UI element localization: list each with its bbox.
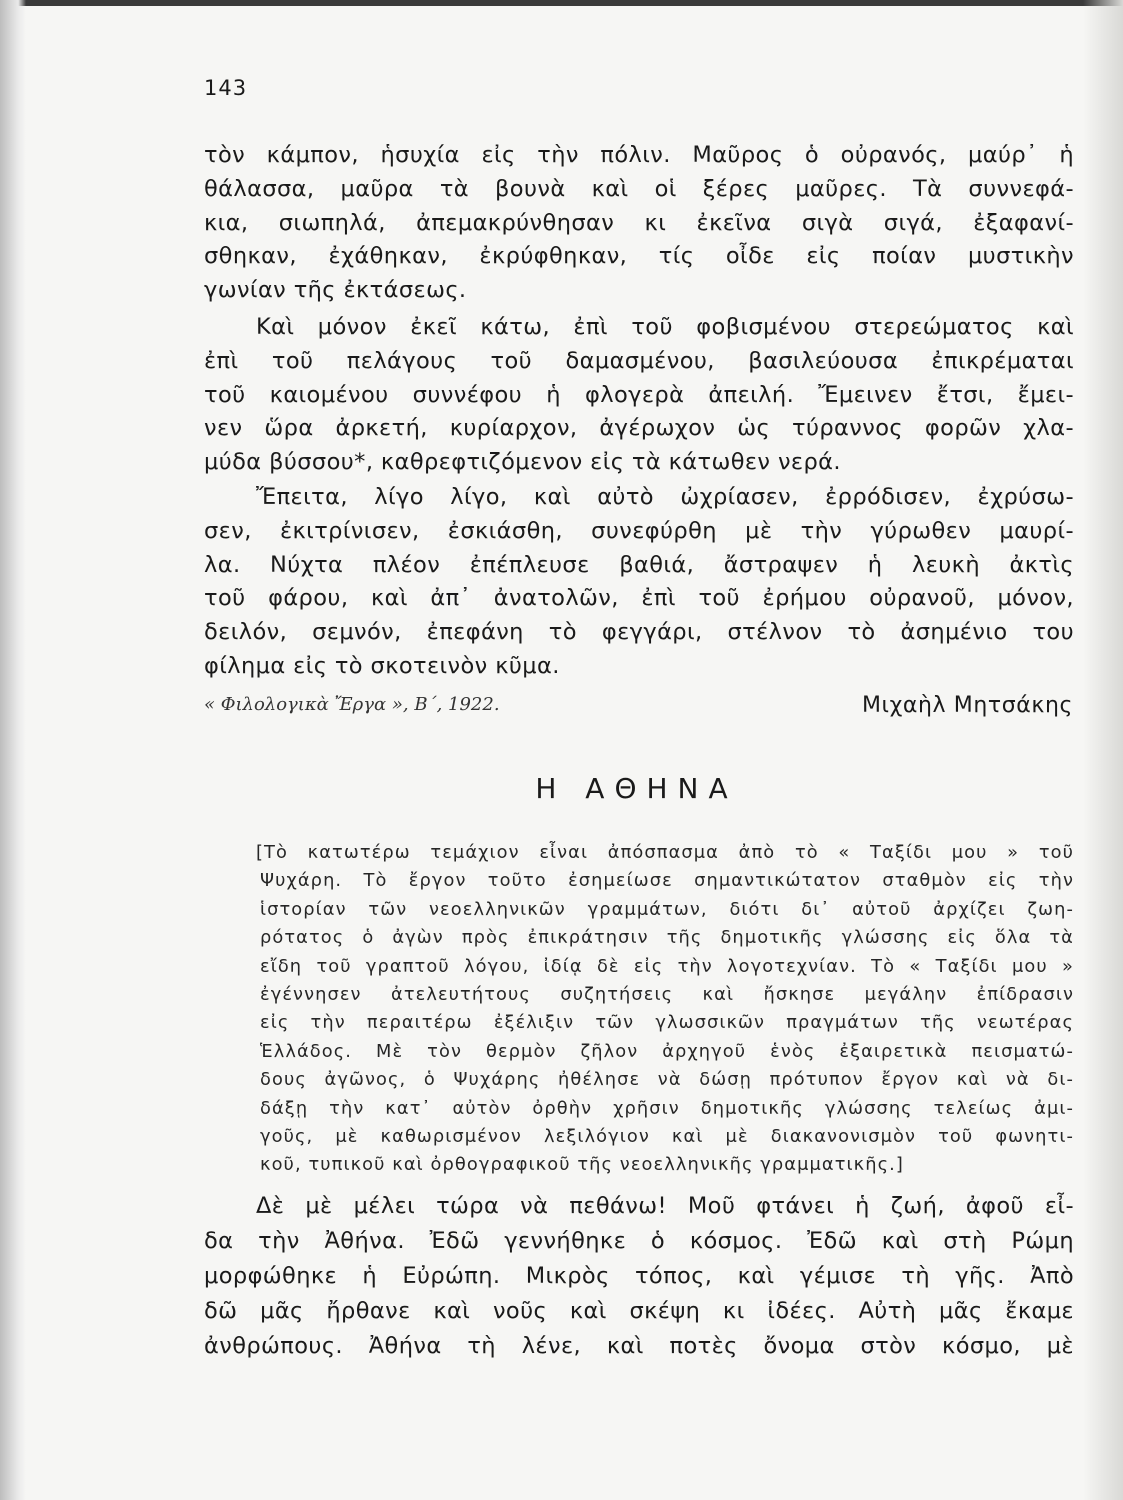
paragraph-3 [204,481,1074,684]
source-citation: « Φιλολογικὰ Ἔργα », Β΄, 1922. [204,694,500,715]
intro-line: δάξῃ τὴν κατ᾽ αὐτὸν ὀρθὴν χρῆσιν δημοτικῆς γλώσσης τελείως ἀμι- [260,1097,1074,1119]
text-line: Δὲ μὲ μέλει τώρα νὰ πεθάνω! Μοῦ φτάνει ἡ ζωή, ἀφοῦ εἶ- [256,1193,1074,1219]
text-line: γωνίαν τῆς ἐκτάσεως. [204,277,467,304]
paragraph-1 [204,139,1074,308]
author-signature: Μιχαὴλ Μητσάκης [861,693,1073,718]
binding-gutter-shadow [0,0,26,1500]
text-line: Καὶ μόνον ἐκεῖ κάτω, ἐπὶ τοῦ φοβισμένου στερεώματος καὶ [256,314,1074,340]
text-line: τοῦ καιομένου συννέφου ἡ φλογερὰ ἀπειλή. Ἔμεινεν ἔτσι, ἔμει- [204,381,1074,408]
intro-line: εἴδη τοῦ γραπτοῦ λόγου, ἰδίᾳ δὲ εἰς τὴν λογοτεχνίαν. Τὸ « Ταξίδι μου » [260,955,1074,977]
intro-line: Ἑλλάδος. Μὲ τὸν θερμὸν ζῆλον ἀρχηγοῦ ἑνὸς ἐξαιρετικὰ πεισματώ- [260,1040,1074,1062]
editorial-introduction [256,839,1074,1180]
intro-line: ἐγέννησεν ἀτελευτήτους συζητήσεις καὶ ἤσκησε μεγάλην ἐπίδρασιν [260,984,1074,1006]
text-line: μορφώθηκε ἡ Εὐρώπη. Μικρὸς τόπος, καὶ γέμισε τὴ γῆς. Ἀπὸ [204,1263,1074,1289]
text-line: δειλόν, σεμνόν, ἐπεφάνη τὸ φεγγάρι, στέλνον τὸ ἀσημένιο του [204,619,1074,646]
page-number: 143 [204,76,248,100]
text-line: Ἔπειτα, λίγο λίγο, καὶ αὐτὸ ὠχρίασεν, ἐρρόδισεν, ἐχρύσω- [256,484,1074,510]
intro-line: ρότατος ὁ ἀγὼν πρὸς ἐπικράτησιν τῆς δημοτικῆς γλώσσης εἰς ὅλα τὰ [260,927,1074,949]
text-line: νεν ὥρα ἀρκετή, κυρίαρχον, ἀγέρωχον ὡς τύραννος φορῶν χλα- [204,415,1074,442]
intro-line: δους ἀγῶνος, ὁ Ψυχάρης ἠθέλησε νὰ δώσῃ πρότυπον ἔργον καὶ νὰ δι- [260,1069,1074,1091]
intro-line: κοῦ, τυπικοῦ καὶ ὀρθογραφικοῦ τῆς νεοελληνικῆς γραμματικῆς.] [260,1154,904,1176]
paragraph-2 [204,311,1074,480]
text-line: δα τὴν Ἀθήνα. Ἐδῶ γεννήθηκε ὁ κόσμος. Ἐδῶ καὶ στὴ Ρώμη [204,1228,1074,1254]
text-line: μύδα βύσσου*, καθρεφτιζόμενον εἰς τὰ κάτωθεν νερά. [204,449,841,476]
text-line: σθηκαν, ἐχάθηκαν, ἐκρύφθηκαν, τίς οἶδε εἰς ποίαν μυστικὴν [204,243,1074,270]
text-line: τοῦ φάρου, καὶ ἀπ᾽ ἀνατολῶν, ἐπὶ τοῦ ἐρήμου οὐρανοῦ, μόνον, [204,585,1074,612]
text-line: τὸν κάμπον, ἡσυχία εἰς τὴν πόλιν. Μαῦρος ὁ οὐρανός, μαύρ᾽ ἡ [204,142,1074,168]
text-line: δῶ μᾶς ἤρθανε καὶ νοῦς καὶ σκέψη κι ἰδέες. Αὐτὴ μᾶς ἔκαμε [204,1298,1074,1324]
text-line: κια, σιωπηλά, ἀπεμακρύνθησαν κι ἐκεῖνα σιγὰ σιγά, ἐξαφανί- [204,209,1074,236]
main-text [204,1189,1074,1364]
text-line: λα. Νύχτα πλέον ἐπέπλευσε βαθιά, ἄστραψεν ἡ λευκὴ ἀκτὶς [204,551,1074,578]
text-line: σεν, ἐκιτρίνισεν, ἐσκιάσθη, συνεφύρθη μὲ τὴν γύρωθεν μαυρί- [204,517,1074,544]
intro-line: γοῦς, μὲ καθωρισμένον λεξιλόγιον καὶ μὲ διακανονισμὸν τοῦ φωνητι- [260,1126,1074,1148]
page-top-edge [0,0,1123,6]
intro-line: εἰς τὴν περαιτέρω ἐξέλιξιν τῶν γλωσσικῶν πραγμάτων τῆς νεωτέρας [260,1012,1074,1034]
text-line: ἐπὶ τοῦ πελάγους τοῦ δαμασμένου, βασιλεύουσα ἐπικρέμαται [204,347,1074,374]
section-heading: Η ΑΘΗΝΑ [535,772,738,805]
intro-line: Ψυχάρη. Τὸ ἔργον τοῦτο ἐσημείωσε σημαντικώτατον σταθμὸν εἰς τὴν [260,870,1074,892]
intro-line: [Τὸ κατωτέρω τεμάχιον εἶναι ἀπόσπασμα ἀπὸ τὸ « Ταξίδι μου » τοῦ [256,842,1074,863]
text-line: φίλημα εἰς τὸ σκοτεινὸν κῦμα. [204,652,560,679]
text-line: θάλασσα, μαῦρα τὰ βουνὰ καὶ οἱ ξέρες μαῦρες. Τὰ συννεφά- [204,175,1074,202]
intro-line: ἱστορίαν τῶν νεοελληνικῶν γραμμάτων, διότι δι᾽ αὐτοῦ ἀρχίζει ζωη- [260,898,1074,920]
page-edge-shadow [1083,0,1123,1500]
text-line: ἀνθρώπους. Ἀθήνα τὴ λένε, καὶ ποτὲς ὄνομα στὸν κόσμο, μὲ [204,1333,1074,1359]
